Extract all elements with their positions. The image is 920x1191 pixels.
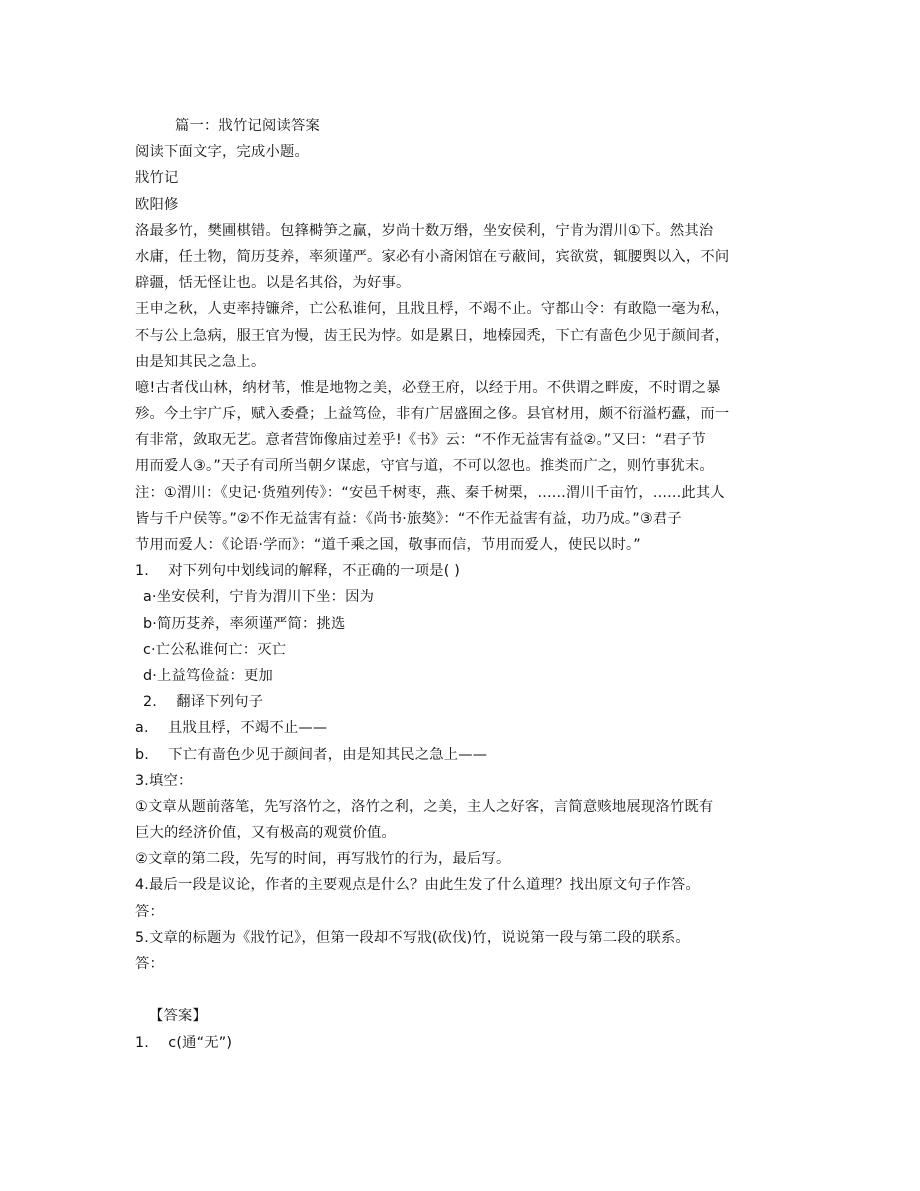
text-line: 由是知其民之急上。 xyxy=(135,353,266,370)
q3-line: 巨大的经济价值，又有极高的观赏价值。 xyxy=(135,825,396,842)
text-line: 有非常，敛取无艺。意者营饰像庙过差乎!《书》云：“不作无益害有益②。”又曰：“君子节 xyxy=(135,432,706,449)
q3-line: ①文章从题前落笔，先写洛竹之，洛竹之利，之美，主人之好客，言简意赅地展现洛竹既有 xyxy=(135,798,714,815)
question-5: 5.文章的标题为《戕竹记》，但第一段却不写戕(砍伐)竹，说说第一段与第二段的联系。 xyxy=(135,929,690,946)
note-line: 皆与千户侯等。”②不作无益害有益：《尚书·旅獒》：“不作无益害有益，功乃成。”③君子 xyxy=(135,510,682,527)
note-line: 节用而爱人：《论语·学而》：“道千乘之国，敬事而信，节用而爱人，使民以时。” xyxy=(135,537,641,553)
article-title: 戕竹记 xyxy=(135,170,179,187)
answer-4-label: 答： xyxy=(135,903,164,920)
intro-line: 阅读下面文字，完成小题。 xyxy=(135,144,309,161)
text-line: 水庸，任土物，简历芟养，率须谨严。家必有小斋闲馆在亏蔽间，宾欲赏，辄腰舆以入，不问 xyxy=(135,248,730,265)
question-1: 1. 对下列句中划线词的解释，不正确的一项是( ) xyxy=(135,563,461,580)
text-line: 殄。今土宇广斥，赋入委叠；上益笃俭，非有广居盛囿之侈。县官材用，颇不衍溢朽蠹，而一 xyxy=(135,406,730,423)
text-line: 王申之秋，人吏率持镰斧，亡公私谁何，且戕且桴，不竭不止。守都山令：有敢隐一毫为私， xyxy=(135,301,730,318)
answer-1: 1. c(通“无”) xyxy=(135,1034,233,1051)
article-author: 欧阳修 xyxy=(135,196,179,213)
article-text xyxy=(135,218,783,558)
q3-line: ②文章的第二段，先写的时间，再写戕竹的行为，最后写。 xyxy=(135,851,511,868)
q2-item-a: a. 且戕且桴，不竭不止—— xyxy=(135,720,328,737)
doc-title: 篇一：戕竹记阅读答案 xyxy=(175,118,320,134)
q2-item-b: b. 下亡有啬色少见于颜间者，由是知其民之急上—— xyxy=(135,746,488,763)
text-line: 噫!古者伐山林，纳材苇，惟是地物之美，必登王府，以经于用。不供谓之畔废，不时谓之暴 xyxy=(135,379,721,396)
document-body xyxy=(135,113,783,1056)
question-4: 4.最后一段是议论，作者的主要观点是什么？由此生发了什么道理？找出原文句子作答。 xyxy=(135,877,700,894)
text-line: 洛最多竹，樊圃棋错。包箨榯笋之赢，岁尚十数万缗，坐安侯利，宁肯为渭川①下。然其治 xyxy=(135,222,714,239)
spacer xyxy=(135,977,783,1003)
option-c: c·亡公私谁何亡：灭亡 xyxy=(143,641,287,658)
answer-5-label: 答： xyxy=(135,956,164,972)
text-line: 辟疆，恬无怪让也。以是名其俗，为好事。 xyxy=(135,275,411,292)
answer-heading: 【答案】 xyxy=(149,1008,207,1025)
note-line: 注：①渭川：《史记·货殖列传》：“安邑千树枣，燕、秦千树栗，......渭川千亩竹，......此其人 xyxy=(135,484,725,501)
option-d: d·上益笃俭益：更加 xyxy=(143,667,273,684)
option-a: a·坐安侯利，宁肯为渭川下坐：因为 xyxy=(143,589,375,606)
text-line: 不与公上急病，服王官为慢，齿王民为悖。如是累日，地榛园秃，下亡有啬色少见于颜间者， xyxy=(135,327,730,344)
text-line: 用而爱人③。”天子有司所当朝夕谋虑，守官与道，不可以忽也。推类而广之，则竹事犹末。 xyxy=(135,458,714,475)
question-3: 3.填空： xyxy=(135,772,193,789)
question-2: 2. 翻译下列句子 xyxy=(143,694,264,711)
option-b: b·简历芟养，率须谨严简：挑选 xyxy=(143,615,346,632)
